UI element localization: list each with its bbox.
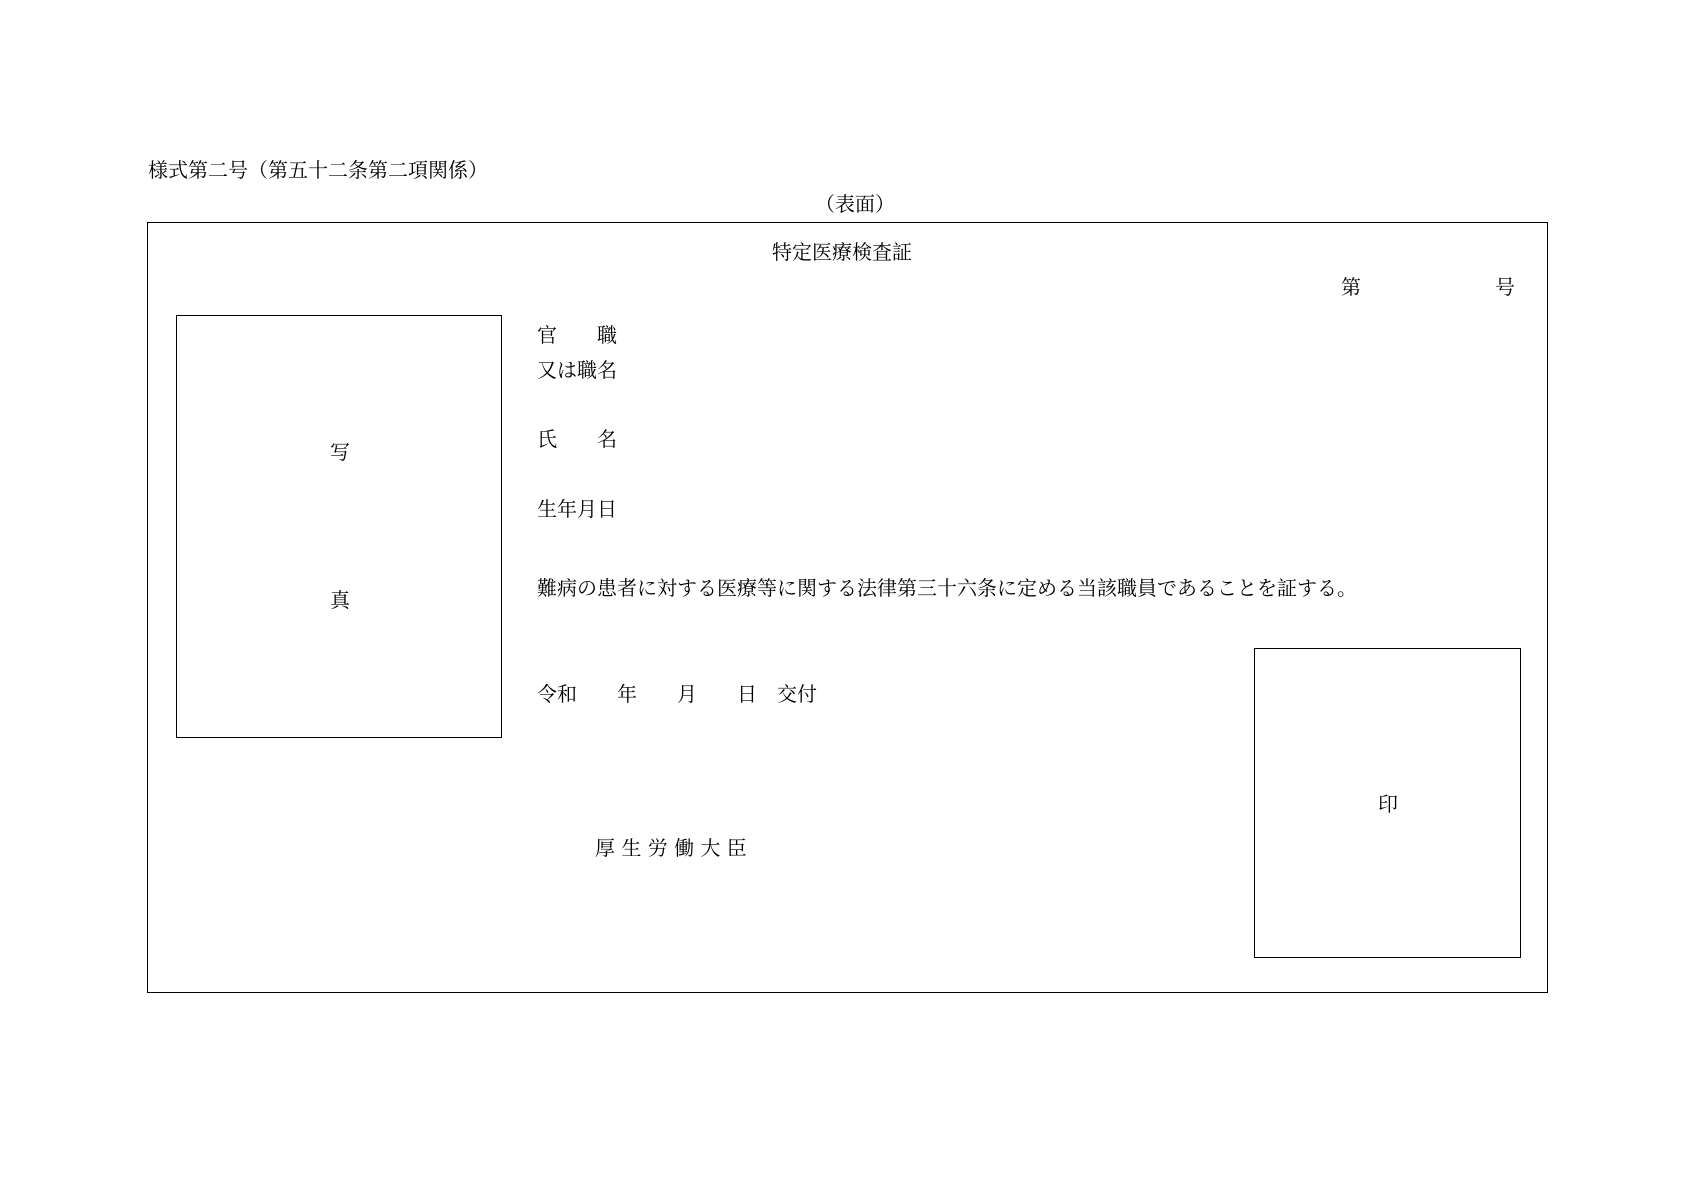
seal-label: 印 [1378,792,1398,816]
number-suffix: 号 [1495,275,1515,299]
photo-box [176,315,502,738]
certification-text: 難病の患者に対する医療等に関する法律第三十六条に定める当該職員であることを証する。 [537,576,1357,600]
field-official-title-label: 又は職名 [537,358,617,382]
field-birthdate-label: 生年月日 [537,497,617,521]
number-prefix: 第 [1341,275,1361,299]
issue-date: 令和 年 月 日 交付 [537,682,817,706]
issuer-name: 厚 生 労 働 大 臣 [595,836,747,860]
card-title: 特定医療検査証 [772,240,912,264]
photo-label-char-1: 写 [330,440,350,464]
field-name-label: 氏 名 [537,427,617,451]
side-label: （表面） [815,192,895,216]
form-label: 様式第二号（第五十二条第二項関係） [148,158,488,182]
field-official-position-label: 官 職 [537,323,617,347]
photo-label-char-2: 真 [330,588,350,612]
